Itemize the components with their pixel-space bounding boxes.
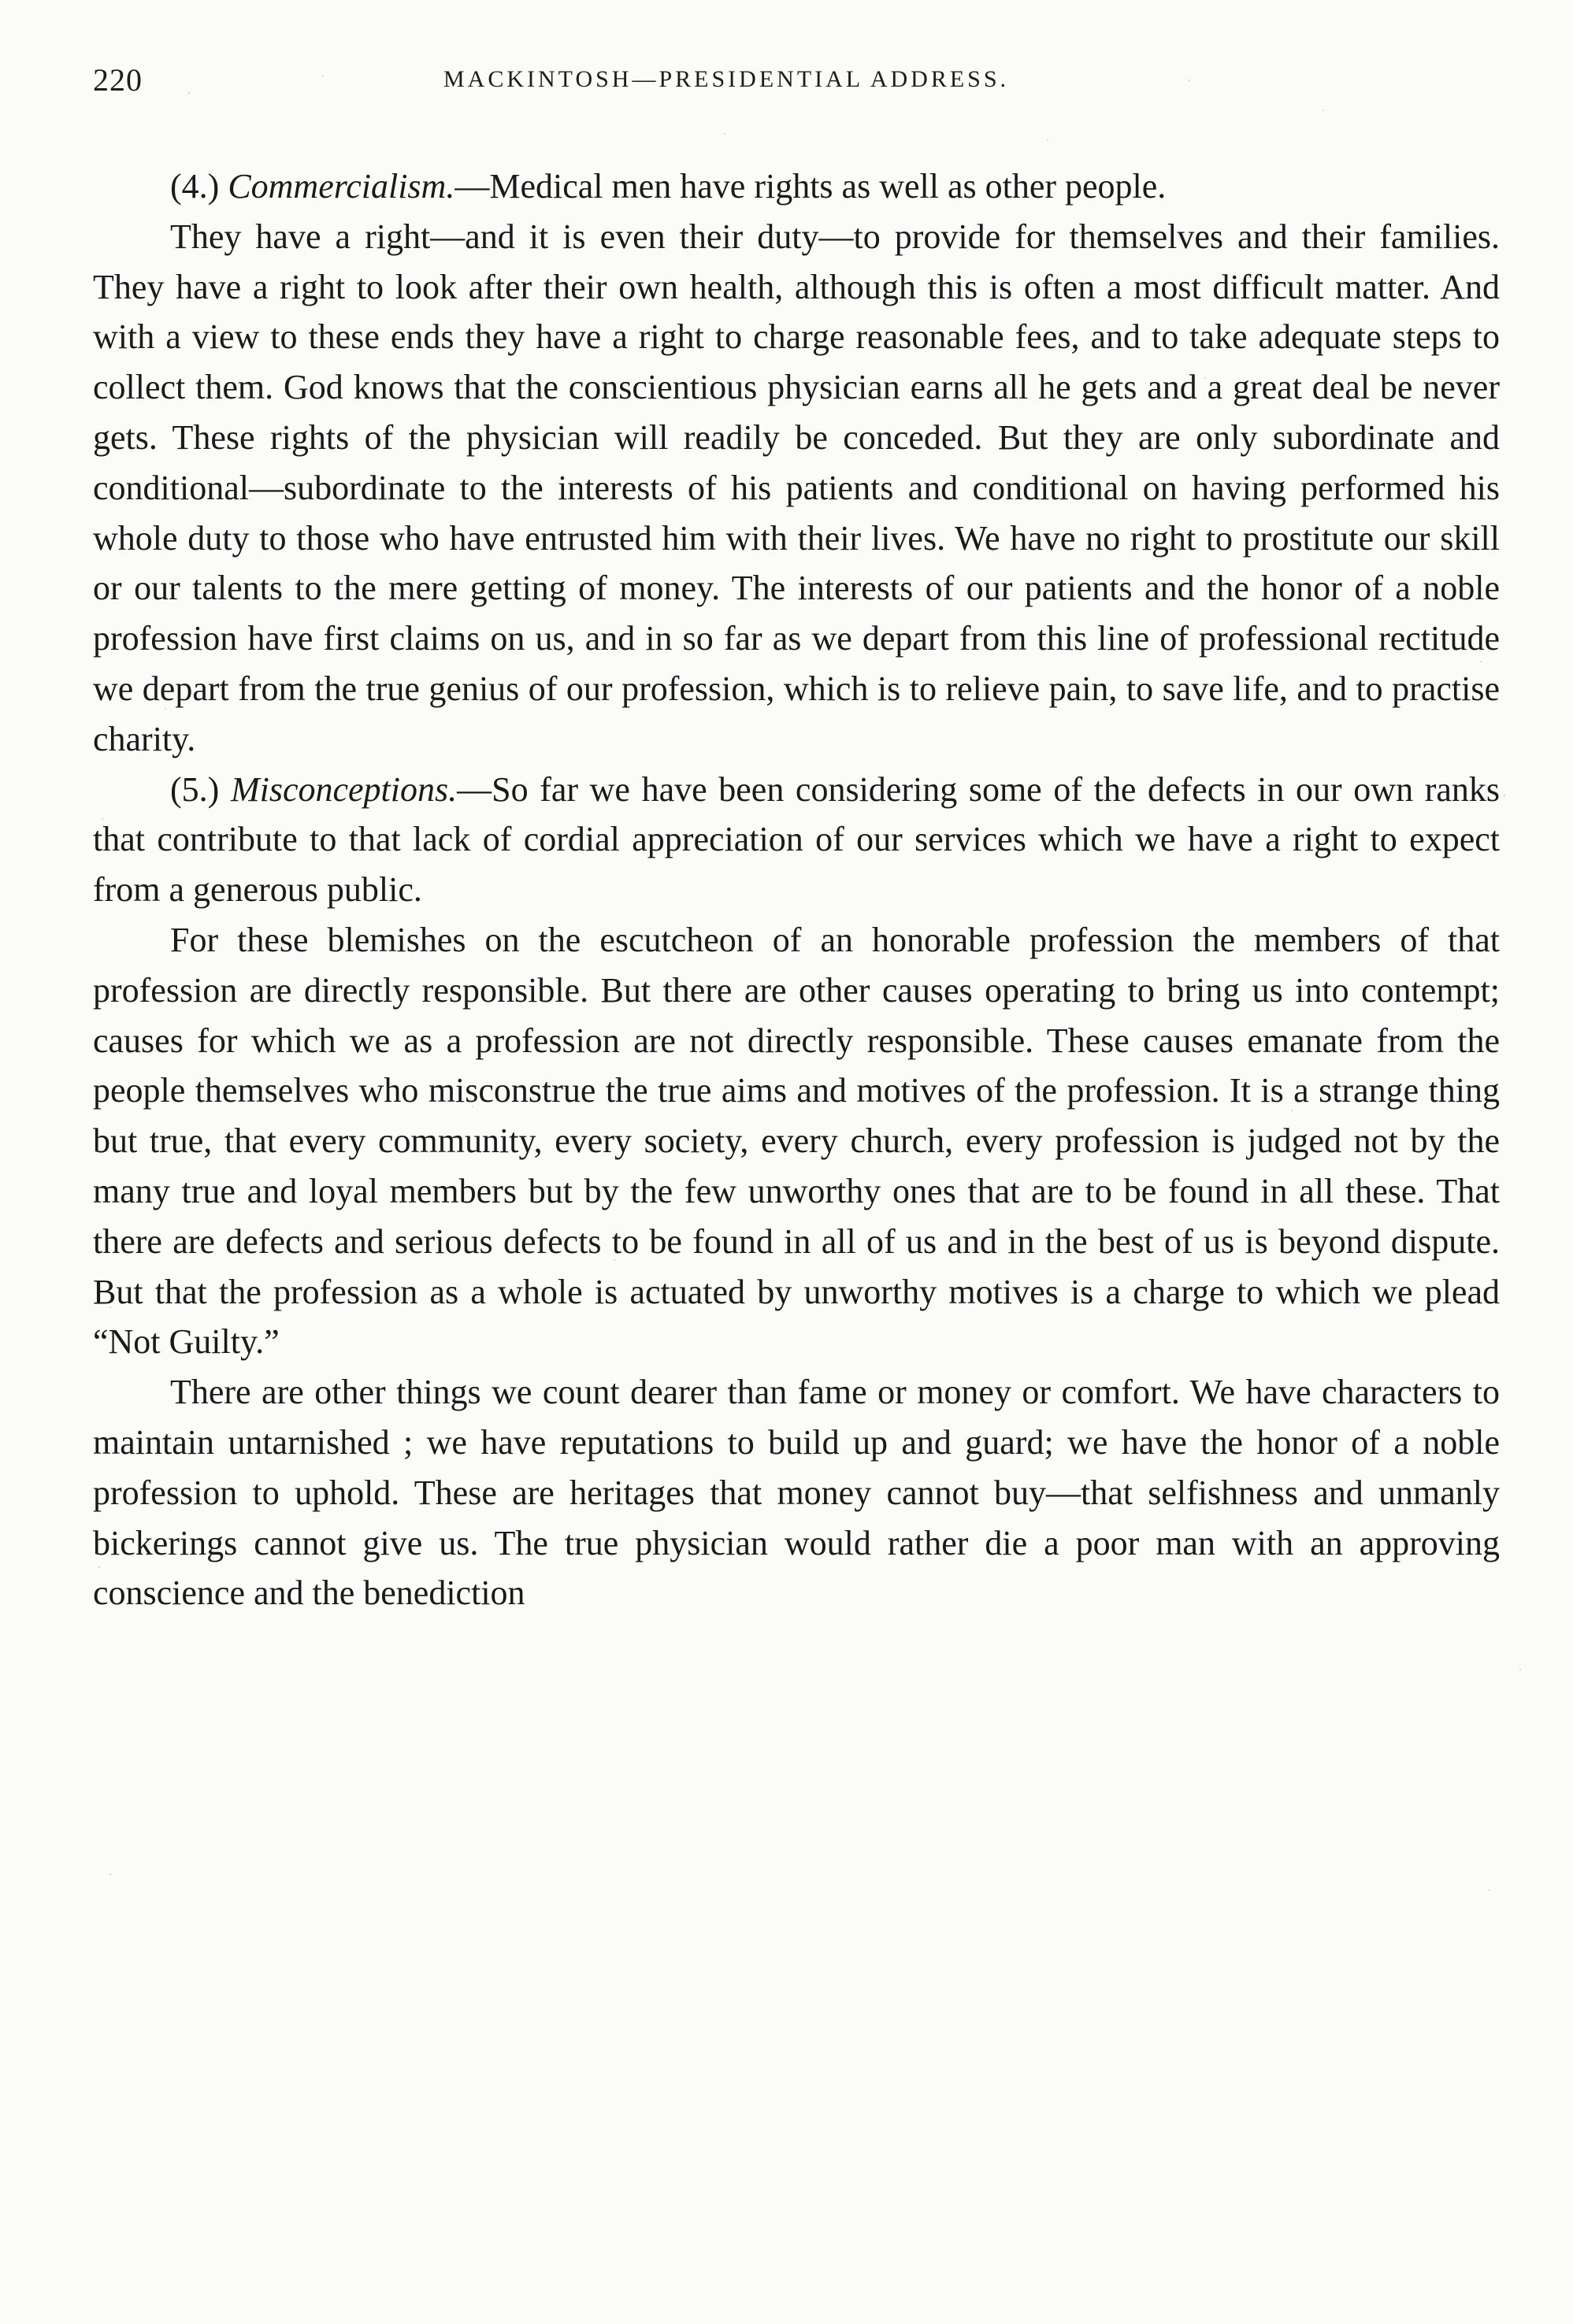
- section-lead-text: —So far we have been considering some of the defects in our own ranks that contribute to that lack of cordial appreciation of our services which we have a right to expect from a generous public.: [93, 769, 1500, 910]
- section-5-heading-paragraph: [93, 765, 1500, 915]
- page-number: 220: [93, 62, 143, 98]
- running-head-title: MACKINTOSH—PRESIDENTIAL ADDRESS.: [443, 66, 1010, 92]
- running-header: [93, 61, 1511, 101]
- section-4-heading-paragraph: [93, 161, 1500, 212]
- paragraph-rights: They have a right—and it is even their duty—to provide for themselves and their families. They have a right to look after their own health, although this is often a most difficult matter. And with a view to these ends they have a right to charge reasonable fees, and to take adequate steps to collect them. God knows that the conscientious physician earns all he gets and a great deal be never gets. These rights of the physician will readily be conceded. But they are only subordinate and conditional—subordinate to the interests of his patients and conditional on having performed his whole duty to those who have entrusted him with their lives. We have no right to prostitute our skill or our talents to the mere getting of money. The interests of our patients and the honor of a noble profession have first claims on us, and in so far as we depart from this line of professional rectitude we depart from the true genius of our profession, which is to relieve pain, to save life, and to practise charity.: [93, 217, 1500, 758]
- section-title: Commercialism.: [228, 167, 455, 206]
- section-number: (4.): [170, 167, 220, 206]
- paragraph-blemishes: For these blemishes on the escutcheon of an honorable profession the members of that profession are directly responsible. But there are other causes operating to bring us into contempt; causes for which we as a profession are not directly responsible. These causes emanate from the people themselves who misconstrue the true aims and motives of the profession. It is a strange thing but true, that every community, every society, every church, every profession is judged not by the many true and loyal members but by the few unworthy ones that are to be found in all these. That there are defects and serious defects to be found in all of us and in the best of us is beyond dispute. But that the profession as a whole is actuated by unworthy motives is a charge to which we plead “Not Guilty.”: [93, 920, 1500, 1362]
- section-title: Misconceptions.: [230, 769, 458, 809]
- section-number: (5.): [170, 769, 220, 809]
- paragraph-heritages: There are other things we count dearer than fame or money or comfort. We have characters to maintain untarnished ; we have reputations to build up and guard; we have the honor of a noble profession to uphold. These are heritages that money cannot buy—that selfishness and unmanly bickerings cannot give us. The true physician would rather die a poor man with an approving conscience and the benediction: [93, 1373, 1500, 1613]
- body-text: [93, 161, 1500, 1618]
- section-lead-text: —Medical men have rights as well as other people.: [454, 167, 1167, 206]
